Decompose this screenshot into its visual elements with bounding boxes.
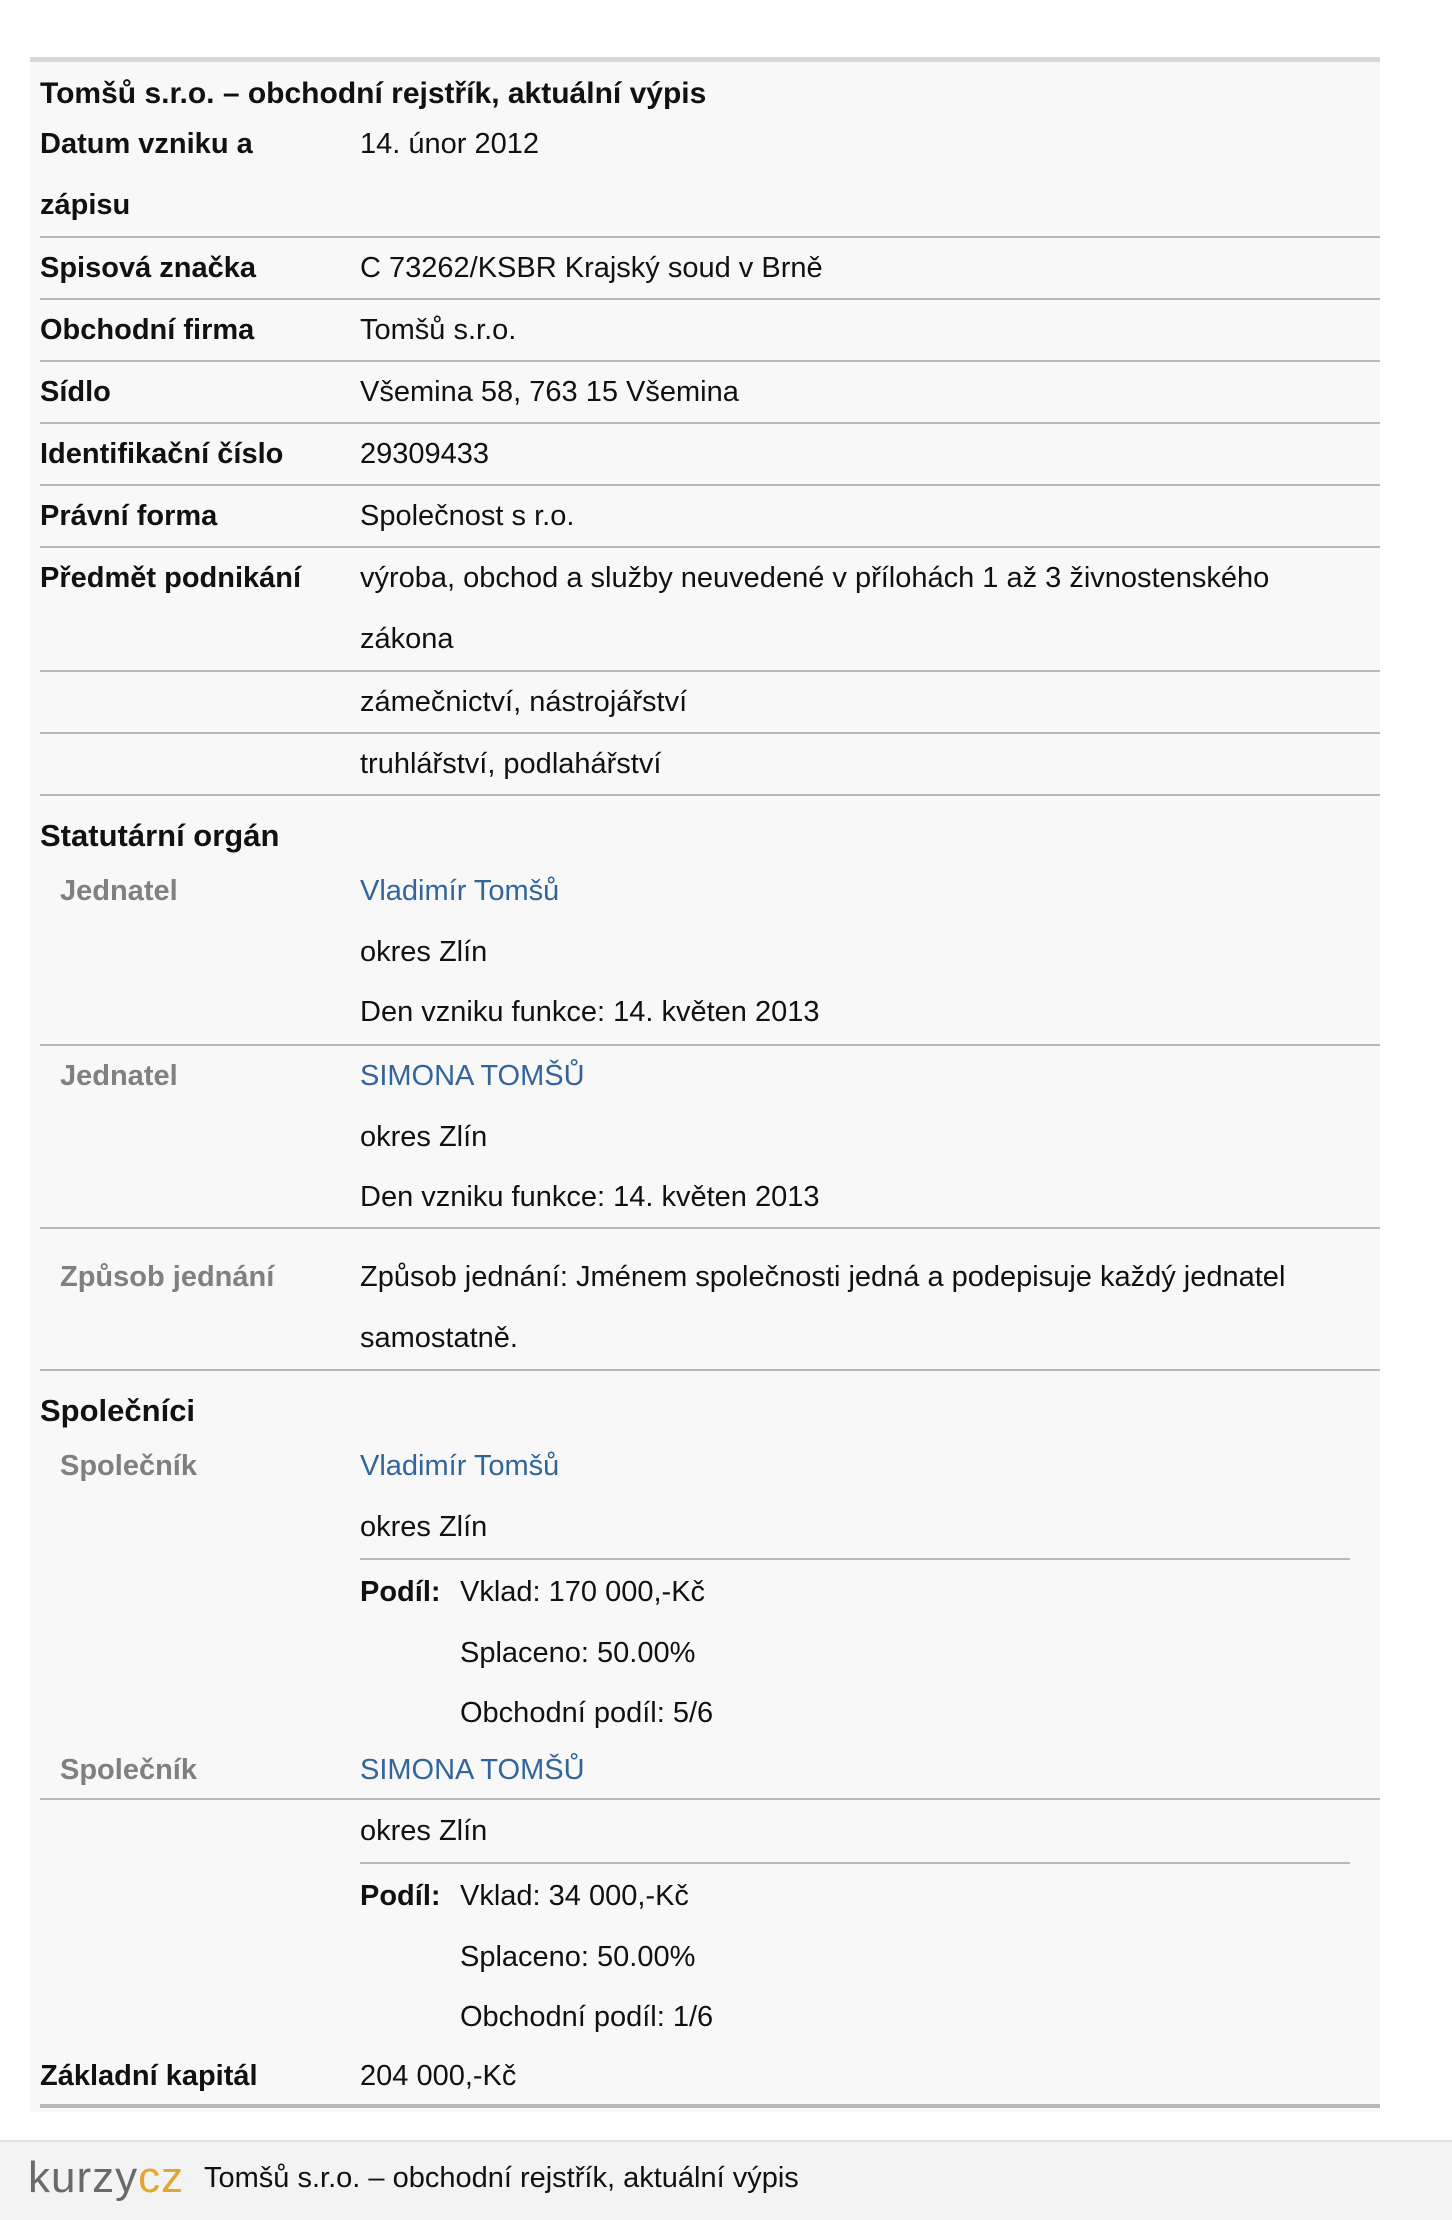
value-obchodni-firma: Tomšů s.r.o. bbox=[360, 314, 517, 346]
logo-kurzy: kurzy bbox=[28, 2153, 139, 2202]
value-ico: 29309433 bbox=[360, 438, 490, 470]
value-predmet-2: zámečnictví, nástrojářství bbox=[360, 686, 688, 718]
value-jednatel-2-funkce: Den vzniku funkce: 14. květen 2013 bbox=[360, 1181, 820, 1213]
link-spolecnik-1-name[interactable]: Vladimír Tomšů bbox=[360, 1450, 560, 1482]
row-ico bbox=[40, 424, 1380, 486]
value-spolecnik-2-obchodni-podil: Obchodní podíl: 1/6 bbox=[460, 2001, 714, 2033]
footer-bar bbox=[0, 2140, 1452, 2220]
row-pravni-forma bbox=[40, 486, 1380, 548]
label-jednatel-1: Jednatel bbox=[60, 875, 178, 907]
value-spolecnik-1-vklad: Vklad: 170 000,-Kč bbox=[460, 1576, 706, 1608]
value-sidlo: Všemina 58, 763 15 Všemina bbox=[360, 376, 739, 408]
label-ico: Identifikační číslo bbox=[40, 438, 284, 470]
divider-spolecnik-2-podil bbox=[360, 1862, 1350, 1864]
value-pravni-forma: Společnost s r.o. bbox=[360, 500, 575, 532]
row-jednatel-1 bbox=[40, 861, 1380, 1046]
value-jednatel-2-okres: okres Zlín bbox=[360, 1121, 488, 1153]
row-predmet-2 bbox=[40, 672, 1380, 734]
label-spolecnik-2: Společník bbox=[60, 1754, 197, 1786]
label-zpusob-jednani: Způsob jednání bbox=[60, 1261, 275, 1293]
row-sidlo bbox=[40, 362, 1380, 424]
label-spolecnik-1-podil: Podíl: bbox=[360, 1576, 441, 1608]
registry-card bbox=[30, 57, 1380, 2112]
row-predmet-3 bbox=[40, 734, 1380, 796]
value-predmet-3: truhlářství, podlahářství bbox=[360, 748, 662, 780]
row-jednatel-2 bbox=[40, 1046, 1380, 1229]
link-jednatel-2-name[interactable]: SIMONA TOMŠŮ bbox=[360, 1060, 585, 1092]
label-predmet-podnikani: Předmět podnikání bbox=[40, 562, 302, 594]
label-obchodni-firma: Obchodní firma bbox=[40, 314, 255, 346]
kurzy-cz-logo[interactable] bbox=[28, 2152, 184, 2204]
value-zakladni-kapital: 204 000,-Kč bbox=[360, 2060, 517, 2092]
label-jednatel-2: Jednatel bbox=[60, 1060, 178, 1092]
value-jednatel-1-funkce: Den vzniku funkce: 14. květen 2013 bbox=[360, 996, 820, 1028]
row-obchodni-firma bbox=[40, 300, 1380, 362]
row-datum-vzniku bbox=[40, 114, 1380, 238]
value-spolecnik-1-obchodni-podil: Obchodní podíl: 5/6 bbox=[460, 1697, 714, 1729]
label-zakladni-kapital: Základní kapitál bbox=[40, 2060, 258, 2092]
link-jednatel-1-name[interactable]: Vladimír Tomšů bbox=[360, 875, 560, 907]
value-spisova-znacka: C 73262/KSBR Krajský soud v Brně bbox=[360, 252, 823, 284]
link-spolecnik-2-name[interactable]: SIMONA TOMŠŮ bbox=[360, 1754, 585, 1786]
logo-cz: cz bbox=[138, 2153, 185, 2202]
value-spolecnik-2-vklad: Vklad: 34 000,-Kč bbox=[460, 1880, 689, 1912]
row-zakladni-kapital bbox=[40, 2046, 1380, 2108]
page-title: Tomšů s.r.o. – obchodní rejstřík, aktuální výpis bbox=[40, 77, 707, 110]
value-zpusob-jednani: Způsob jednání: Jménem společnosti jedná a podepisuje každý jednatel samostatně. bbox=[360, 1261, 1286, 1354]
value-spolecnik-2-splaceno: Splaceno: 50.00% bbox=[460, 1941, 696, 1973]
label-spisova-znacka: Spisová značka bbox=[40, 252, 256, 284]
value-datum-vzniku: 14. únor 2012 bbox=[360, 128, 539, 160]
value-predmet-1: výroba, obchod a služby neuvedené v přílohách 1 až 3 živnostenského zákona bbox=[360, 562, 1270, 655]
value-jednatel-1-okres: okres Zlín bbox=[360, 936, 488, 968]
row-predmet-podnikani bbox=[40, 548, 1380, 672]
row-zpusob-jednani bbox=[40, 1229, 1380, 1371]
label-datum-vzniku: Datum vzniku a zápisu bbox=[40, 128, 253, 221]
value-spolecnik-1-okres: okres Zlín bbox=[360, 1511, 488, 1543]
label-spolecnik-1: Společník bbox=[60, 1450, 197, 1482]
label-sidlo: Sídlo bbox=[40, 376, 111, 408]
section-spolecnici: Společníci bbox=[40, 1393, 196, 1428]
value-spolecnik-2-okres: okres Zlín bbox=[360, 1815, 488, 1847]
divider-spolecnik-1-podil bbox=[360, 1558, 1350, 1560]
label-spolecnik-2-podil: Podíl: bbox=[360, 1880, 441, 1912]
value-spolecnik-1-splaceno: Splaceno: 50.00% bbox=[460, 1637, 696, 1669]
section-statutarni-organ: Statutární orgán bbox=[40, 818, 280, 853]
label-pravni-forma: Právní forma bbox=[40, 500, 218, 532]
footer-title: Tomšů s.r.o. – obchodní rejstřík, aktuální výpis bbox=[204, 2162, 799, 2194]
row-spisova-znacka bbox=[40, 238, 1380, 300]
